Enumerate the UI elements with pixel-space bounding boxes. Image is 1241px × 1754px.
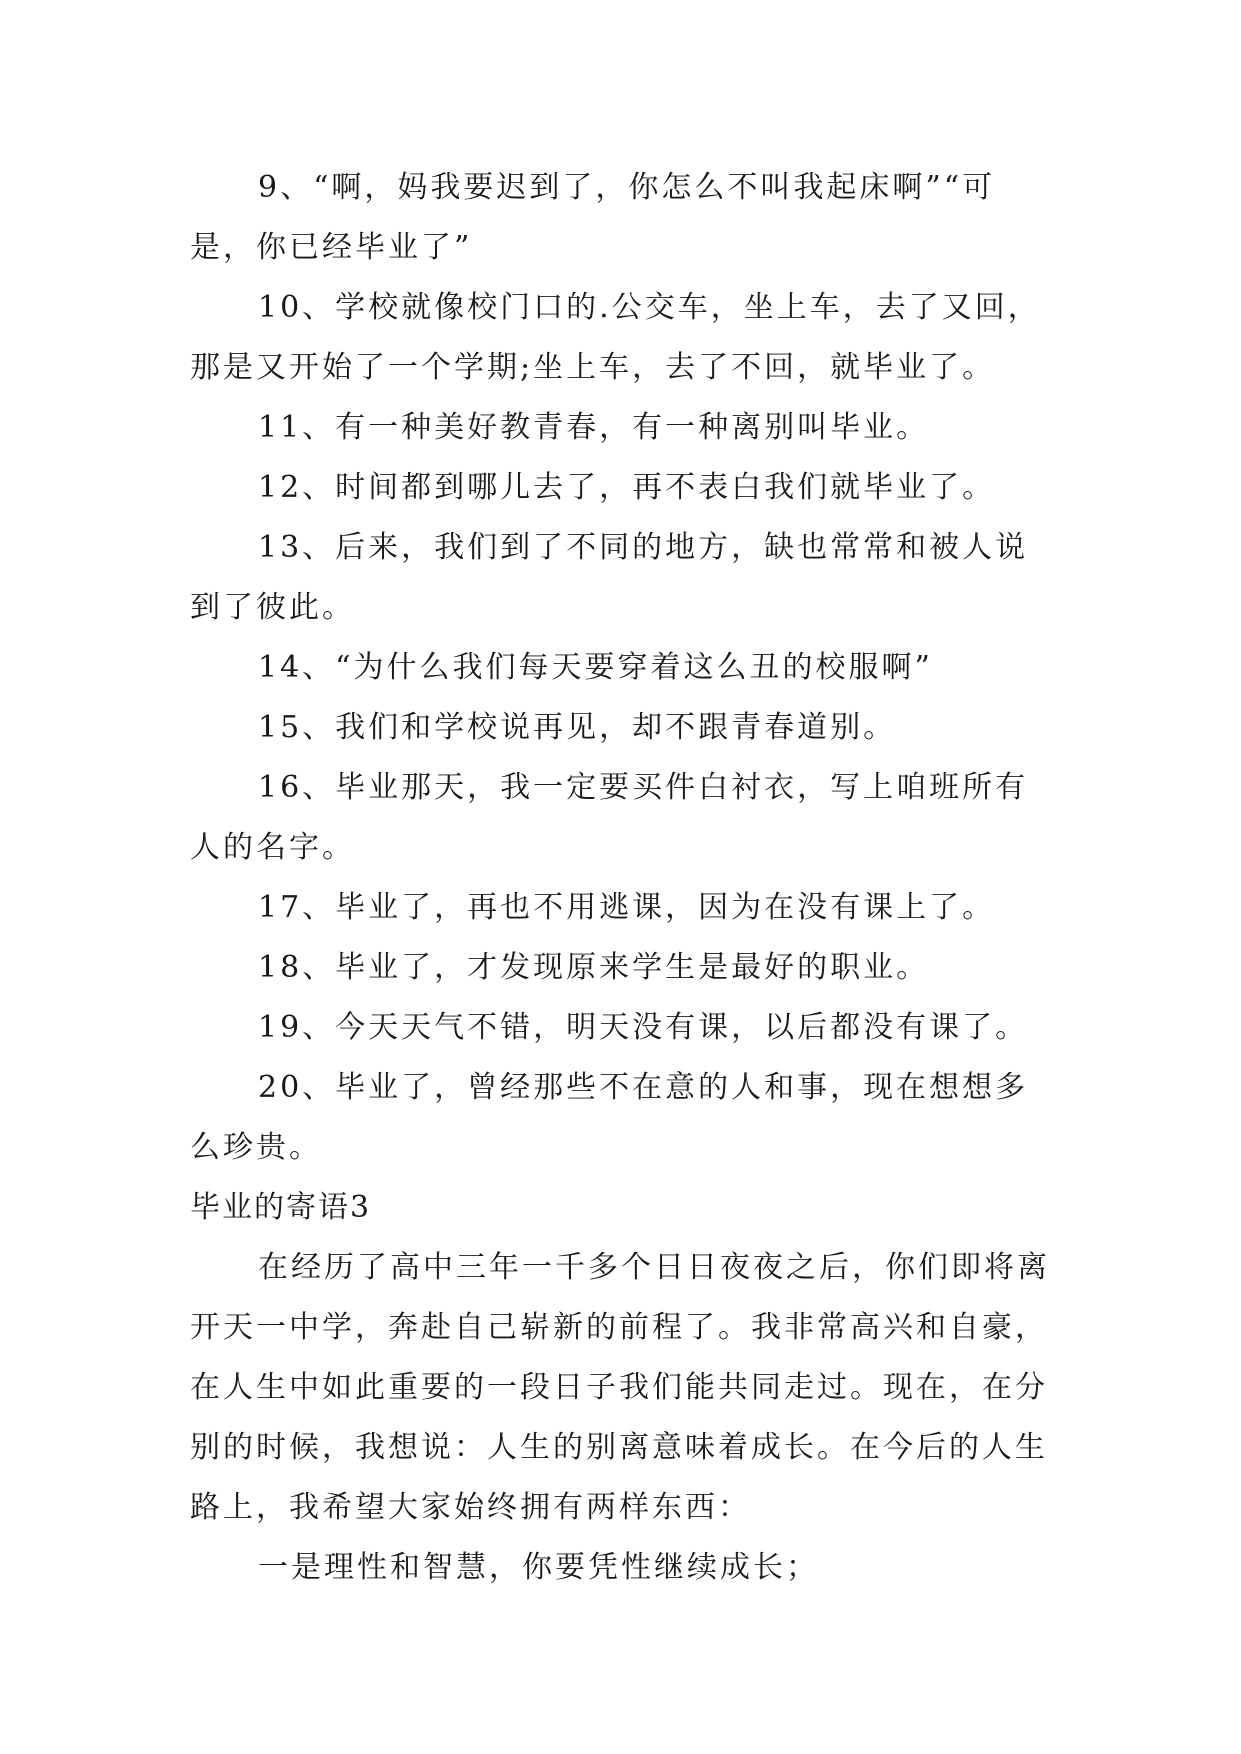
body-paragraph: 在经历了高中三年一千多个日日夜夜之后，你们即将离开天一中学，奔赴自己崭新的前程了。我非常高兴和自豪，在人生中如此重要的一段日子我们能共同走过。现在，在分别的时候，我想说：人生的别离意味着成长。在今后的人生路上，我希望大家始终拥有两样东西： xyxy=(190,1250,1050,1525)
list-item: 14、“为什么我们每天要穿着这么丑的校服啊” xyxy=(258,650,933,685)
list-item: 16、毕业那天，我一定要买件白衬衣，写上咱班所有人的名字。 xyxy=(190,770,1029,865)
list-item: 9、“啊，妈我要迟到了，你怎么不叫我起床啊”“可是，你已经毕业了” xyxy=(190,170,996,265)
list-item: 10、学校就像校门口的.公交车，坐上车，去了又回，那是又开始了一个学期;坐上车，去了不回，就毕业了。 xyxy=(190,290,1041,385)
list-item: 13、后来，我们到了不同的地方，缺也常常和被人说到了彼此。 xyxy=(190,530,1029,625)
list-item: 11、有一种美好教青春，有一种离别叫毕业。 xyxy=(258,410,930,445)
list-item: 18、毕业了，才发现原来学生是最好的职业。 xyxy=(258,950,930,985)
list-item: 12、时间都到哪儿去了，再不表白我们就毕业了。 xyxy=(258,470,996,505)
section-heading: 毕业的寄语3 xyxy=(190,1190,372,1225)
list-item: 15、我们和学校说再见，却不跟青春道别。 xyxy=(258,710,897,745)
body-paragraph: 一是理性和智慧，你要凭性继续成长； xyxy=(258,1550,819,1585)
document-page xyxy=(190,158,1060,1598)
list-item: 20、毕业了，曾经那些不在意的人和事，现在想想多么珍贵。 xyxy=(190,1070,1029,1165)
list-item: 19、今天天气不错，明天没有课，以后都没有课了。 xyxy=(258,1010,1029,1045)
list-item: 17、毕业了，再也不用逃课，因为在没有课上了。 xyxy=(258,890,996,925)
